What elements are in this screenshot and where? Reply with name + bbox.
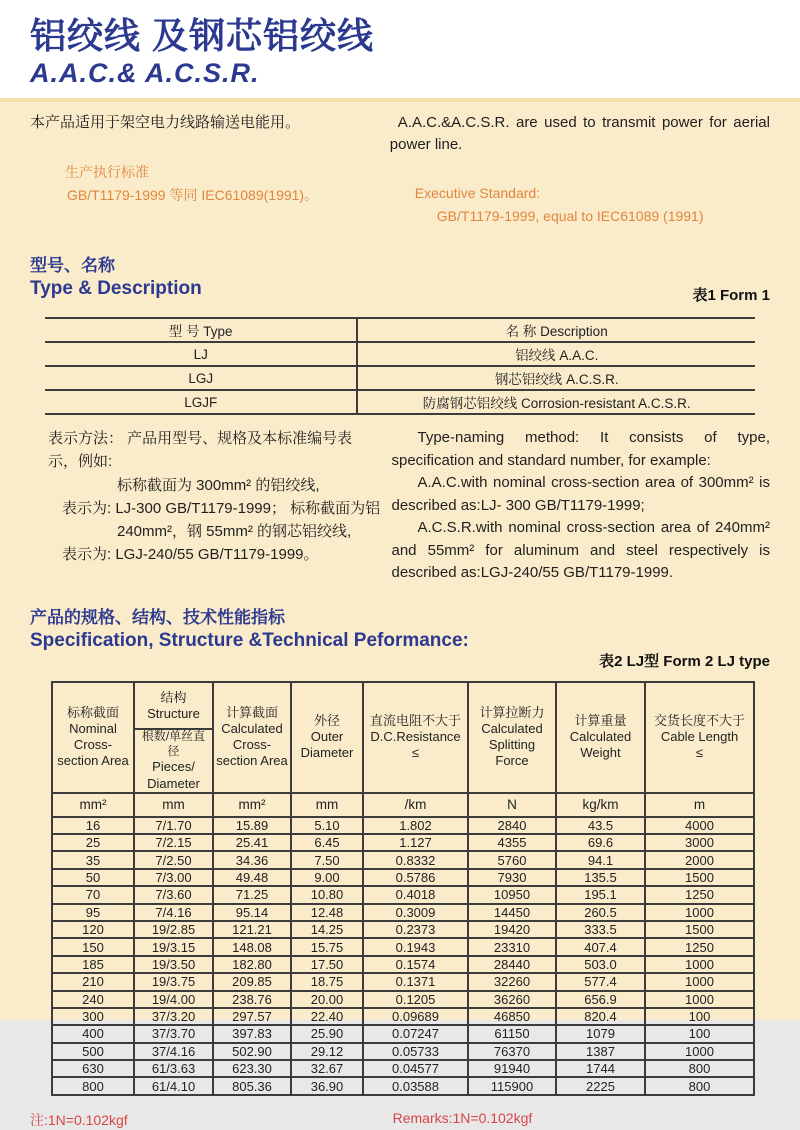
standard-title-zh: 生产执行标准	[65, 163, 149, 180]
note-en: Remarks:1N=0.102kgf	[392, 1109, 533, 1126]
table-cell: 46850	[468, 1008, 556, 1025]
table-cell: 70	[52, 886, 134, 903]
table-cell: 2000	[645, 851, 754, 868]
table-cell: 94.1	[556, 851, 645, 868]
table-cell: 120	[52, 921, 134, 938]
table-cell: 397.83	[213, 1025, 291, 1042]
table-cell: 1744	[556, 1060, 645, 1077]
table-cell: 0.5786	[363, 869, 468, 886]
unit-cell: m	[645, 793, 754, 817]
table-cell: 238.76	[213, 991, 291, 1008]
table-cell: 10950	[468, 886, 556, 903]
table-cell: 32.67	[291, 1060, 363, 1077]
table-cell: 115900	[468, 1077, 556, 1094]
table-cell: 18.75	[291, 973, 363, 990]
table-cell: 50	[52, 869, 134, 886]
header-zh: 计算截面	[225, 704, 278, 720]
table-row	[52, 991, 754, 1008]
table-cell: 61/4.10	[134, 1077, 213, 1094]
table-cell: 2225	[556, 1077, 645, 1094]
header-en: Cable Length	[660, 728, 739, 744]
table-row	[52, 851, 754, 868]
table-cell: 656.9	[556, 991, 645, 1008]
table-cell: 1000	[645, 991, 754, 1008]
header-en: Structure	[147, 705, 200, 721]
units-row	[52, 793, 754, 817]
table-row	[52, 869, 754, 886]
table2-caption: 表2 LJ型 Form 2 LJ type	[599, 652, 770, 670]
table-cell: 209.85	[213, 973, 291, 990]
table-cell: 22.40	[291, 1008, 363, 1025]
table-row	[52, 1025, 754, 1042]
less-equal-symbol: ≤	[411, 745, 420, 761]
col-calculated-weight	[556, 682, 645, 793]
col-calculated-area	[213, 682, 291, 793]
table-cell: 铝绞线 A.A.C.	[357, 342, 755, 366]
intro-text-zh: 本产品适用于架空电力线路输送电能用。	[30, 114, 301, 131]
standard-title-en: Executive Standard:	[414, 184, 541, 201]
table-cell: 0.4018	[363, 886, 468, 903]
table-cell: 0.2373	[363, 921, 468, 938]
table-cell: 623.30	[213, 1060, 291, 1077]
body-area	[0, 98, 800, 1128]
table-cell: 0.04577	[363, 1060, 468, 1077]
table1-header-description: 名 称 Description	[357, 318, 755, 342]
header-en: Calculated Splitting Force	[481, 720, 543, 769]
intro-section	[30, 112, 770, 229]
table-cell: 28440	[468, 956, 556, 973]
table-cell: 260.5	[556, 904, 645, 921]
standard-line-en: GB/T1179-1999, equal to IEC61089 (1991)	[436, 208, 704, 225]
table-cell: 2840	[468, 817, 556, 834]
unit-cell: /km	[363, 793, 468, 817]
table-cell: 19/3.50	[134, 956, 213, 973]
table-cell: 182.80	[213, 956, 291, 973]
footnotes	[30, 1110, 770, 1130]
table-row	[52, 921, 754, 938]
unit-cell: mm	[291, 793, 363, 817]
table-cell: 502.90	[213, 1043, 291, 1060]
header-zh: 直流电阻不大于	[369, 712, 461, 728]
table-cell: LGJ	[45, 366, 357, 390]
table-row	[52, 956, 754, 973]
table-cell: 0.09689	[363, 1008, 468, 1025]
naming-zh-line: 表示为: LJ-300 GB/T1179-1999； 标称截面为铝	[62, 499, 381, 517]
table-cell: 7/2.15	[134, 834, 213, 851]
less-equal-symbol: ≤	[695, 745, 704, 761]
table-cell: 148.08	[213, 938, 291, 955]
table-cell: 95.14	[213, 904, 291, 921]
table-cell: 297.57	[213, 1008, 291, 1025]
page-title-zh: 铝绞线 及钢芯铝绞线	[30, 15, 375, 56]
table-cell: 1387	[556, 1043, 645, 1060]
table-cell: 1000	[645, 956, 754, 973]
table-cell: 9.00	[291, 869, 363, 886]
table-cell: 1079	[556, 1025, 645, 1042]
table-cell: 1000	[645, 1043, 754, 1060]
table-cell: 400	[52, 1025, 134, 1042]
table-cell: 7.50	[291, 851, 363, 868]
structure-bottom	[135, 730, 212, 791]
table-cell: 25.41	[213, 834, 291, 851]
table-cell: 135.5	[556, 869, 645, 886]
unit-cell: mm	[134, 793, 213, 817]
table-cell: 150	[52, 938, 134, 955]
col-cable-length	[645, 682, 754, 793]
masthead	[0, 0, 800, 98]
intro-text-en: A.A.C.&A.C.S.R. are used to transmit power for aerial power line.	[389, 114, 770, 153]
table-cell: 1250	[645, 886, 754, 903]
table-cell: 4355	[468, 834, 556, 851]
table-cell: 333.5	[556, 921, 645, 938]
table-cell: 0.1943	[363, 938, 468, 955]
table-cell: 34.36	[213, 851, 291, 868]
table-row	[52, 834, 754, 851]
table-cell: 19/4.00	[134, 991, 213, 1008]
table-cell: 240	[52, 991, 134, 1008]
table-row	[52, 904, 754, 921]
table-cell: 19/3.75	[134, 973, 213, 990]
table-header-row	[52, 682, 754, 793]
naming-text-zh	[30, 427, 382, 585]
table-row	[52, 817, 754, 834]
table-cell: 7/1.70	[134, 817, 213, 834]
table-cell: 820.4	[556, 1008, 645, 1025]
table1-header-type: 型 号 Type	[45, 318, 357, 342]
table-cell: 14450	[468, 904, 556, 921]
standard-block-en	[390, 182, 770, 230]
table-cell: 0.1574	[363, 956, 468, 973]
table-cell: 3000	[645, 834, 754, 851]
section1-heading-zh: 型号、名称	[30, 256, 115, 276]
table-cell: 0.8332	[363, 851, 468, 868]
standard-line-zh: GB/T1179-1999 等同 IEC61089(1991)。	[67, 187, 319, 204]
table-cell: 1.802	[363, 817, 468, 834]
table-row	[45, 318, 755, 342]
table-cell: 1000	[645, 973, 754, 990]
header-zh: 计算重量	[574, 712, 627, 728]
naming-zh-line: 表示方法： 产品用型号、规格及本标准编号表示，例如:	[48, 430, 353, 471]
page-title-en: A.A.C.& A.C.S.R.	[30, 58, 260, 88]
section1-heading-en: Type & Description	[30, 278, 202, 300]
table-cell: 20.00	[291, 991, 363, 1008]
col-nominal-area	[52, 682, 134, 793]
table-cell: 71.25	[213, 886, 291, 903]
table-row	[52, 1008, 754, 1025]
table-cell: 37/4.16	[134, 1043, 213, 1060]
naming-text-en	[382, 427, 771, 585]
table-cell: 800	[52, 1077, 134, 1094]
table-cell: 17.50	[291, 956, 363, 973]
table-cell: 32260	[468, 973, 556, 990]
table-cell: 61/3.63	[134, 1060, 213, 1077]
header-en: D.C.Resistance	[370, 728, 461, 744]
table-cell: 37/3.20	[134, 1008, 213, 1025]
table-cell: 29.12	[291, 1043, 363, 1060]
naming-zh-line: 标称截面为 300mm² 的铝绞线,	[117, 476, 320, 494]
table-cell: 10.80	[291, 886, 363, 903]
table-cell: 195.1	[556, 886, 645, 903]
table-cell: 15.89	[213, 817, 291, 834]
note-zh: 注:1N=0.102kgf	[30, 1111, 128, 1128]
table-cell: 800	[645, 1060, 754, 1077]
header-en: Outer Diameter	[300, 728, 354, 761]
unit-cell: kg/km	[556, 793, 645, 817]
table-cell: 36260	[468, 991, 556, 1008]
table-row	[52, 938, 754, 955]
col-structure	[134, 682, 213, 793]
header-zh: 结构	[160, 689, 187, 705]
specification-section	[30, 603, 770, 1096]
table-cell: 61150	[468, 1025, 556, 1042]
table-cell: 25.90	[291, 1025, 363, 1042]
header-en: Calculated Cross- section Area	[216, 720, 288, 769]
naming-en-paragraph: A.C.S.R.with nominal cross-section area of 240mm² and 55mm² for aluminum and steel respectively is described as:LGJ-240/55 GB/T1179-1999.	[391, 519, 770, 582]
table-cell: 0.1205	[363, 991, 468, 1008]
table-cell: 300	[52, 1008, 134, 1025]
naming-method-section	[30, 427, 770, 585]
table-row	[52, 1060, 754, 1077]
header-en: Calculated Weight	[569, 728, 632, 761]
naming-zh-line: 表示为: LGJ-240/55 GB/T1179-1999。	[62, 546, 319, 564]
table-cell: 0.07247	[363, 1025, 468, 1042]
structure-top	[135, 683, 212, 730]
unit-cell: mm²	[52, 793, 134, 817]
table-cell: 0.03588	[363, 1077, 468, 1094]
header-zh: 外径	[313, 712, 340, 728]
col-outer-diameter	[291, 682, 363, 793]
table-cell: 0.3009	[363, 904, 468, 921]
table-cell: 1500	[645, 869, 754, 886]
table-row	[52, 1043, 754, 1060]
table-cell: 500	[52, 1043, 134, 1060]
table-cell: 防腐钢芯铝绞线 Corrosion-resistant A.C.S.R.	[357, 390, 755, 414]
table-cell: 19/2.85	[134, 921, 213, 938]
header-zh: 计算拉断力	[479, 704, 545, 720]
table-cell: LGJF	[45, 390, 357, 414]
table-cell: 7/2.50	[134, 851, 213, 868]
naming-en-paragraph: A.A.C.with nominal cross-section area of 300mm² is described as:LJ- 300 GB/T1179-1999;	[391, 474, 770, 514]
table-cell: 35	[52, 851, 134, 868]
header-en: Pieces/ Diameter	[147, 759, 200, 791]
table-cell: LJ	[45, 342, 357, 366]
col-dc-resistance	[363, 682, 468, 793]
section2-heading-en: Specification, Structure &Technical Peformance:	[30, 629, 469, 651]
table-cell: 210	[52, 973, 134, 990]
table-cell: 91940	[468, 1060, 556, 1077]
table-cell: 49.48	[213, 869, 291, 886]
table-cell: 800	[645, 1077, 754, 1094]
table-cell: 407.4	[556, 938, 645, 955]
type-description-section	[30, 251, 770, 415]
table1-caption: 表1 Form 1	[692, 287, 770, 305]
table-cell: 23310	[468, 938, 556, 955]
table-row	[52, 973, 754, 990]
table-cell: 25	[52, 834, 134, 851]
unit-cell: mm²	[213, 793, 291, 817]
table-row	[45, 390, 755, 414]
table-cell: 630	[52, 1060, 134, 1077]
table-cell: 钢芯铝绞线 A.C.S.R.	[357, 366, 755, 390]
unit-cell: N	[468, 793, 556, 817]
table-cell: 577.4	[556, 973, 645, 990]
table-cell: 76370	[468, 1043, 556, 1060]
table-cell: 12.48	[291, 904, 363, 921]
table-cell: 7/4.16	[134, 904, 213, 921]
header-zh: 交货长度不大于	[653, 712, 745, 728]
table-cell: 1500	[645, 921, 754, 938]
table-cell: 15.75	[291, 938, 363, 955]
table-cell: 100	[645, 1025, 754, 1042]
table-cell: 14.25	[291, 921, 363, 938]
intro-left-column	[30, 112, 378, 229]
table-cell: 5760	[468, 851, 556, 868]
table-cell: 1000	[645, 904, 754, 921]
table-cell: 16	[52, 817, 134, 834]
table-row	[45, 366, 755, 390]
naming-zh-line: 240mm²，钢 55mm² 的钢芯铝绞线,	[117, 523, 352, 541]
table-row	[45, 342, 755, 366]
header-en: Nominal Cross-section Area	[57, 720, 129, 769]
table-cell: 1.127	[363, 834, 468, 851]
table-cell: 121.21	[213, 921, 291, 938]
table-cell: 36.90	[291, 1077, 363, 1094]
table-cell: 19420	[468, 921, 556, 938]
header-zh: 根数/单丝直径	[141, 729, 206, 759]
table-cell: 7/3.00	[134, 869, 213, 886]
type-table	[45, 317, 755, 415]
table-cell: 37/3.70	[134, 1025, 213, 1042]
table-cell: 43.5	[556, 817, 645, 834]
table-cell: 185	[52, 956, 134, 973]
header-zh: 标称截面	[66, 704, 119, 720]
table-row	[52, 1077, 754, 1094]
table-cell: 1250	[645, 938, 754, 955]
table-cell: 4000	[645, 817, 754, 834]
specification-table	[51, 681, 755, 1096]
table-cell: 95	[52, 904, 134, 921]
table-cell: 100	[645, 1008, 754, 1025]
naming-en-paragraph: Type-naming method: It consists of type, specification and standard number, for example:	[391, 429, 770, 469]
table-cell: 19/3.15	[134, 938, 213, 955]
table-cell: 5.10	[291, 817, 363, 834]
col-splitting-force	[468, 682, 556, 793]
table-cell: 0.05733	[363, 1043, 468, 1060]
table-cell: 6.45	[291, 834, 363, 851]
table-cell: 805.36	[213, 1077, 291, 1094]
table-cell: 7930	[468, 869, 556, 886]
table-cell: 503.0	[556, 956, 645, 973]
standard-block-zh	[30, 161, 378, 209]
intro-right-column	[378, 112, 770, 229]
section2-heading-zh: 产品的规格、结构、技术性能指标	[30, 607, 285, 627]
table-row	[52, 886, 754, 903]
table-cell: 0.1371	[363, 973, 468, 990]
table-cell: 69.6	[556, 834, 645, 851]
table-cell: 7/3.60	[134, 886, 213, 903]
